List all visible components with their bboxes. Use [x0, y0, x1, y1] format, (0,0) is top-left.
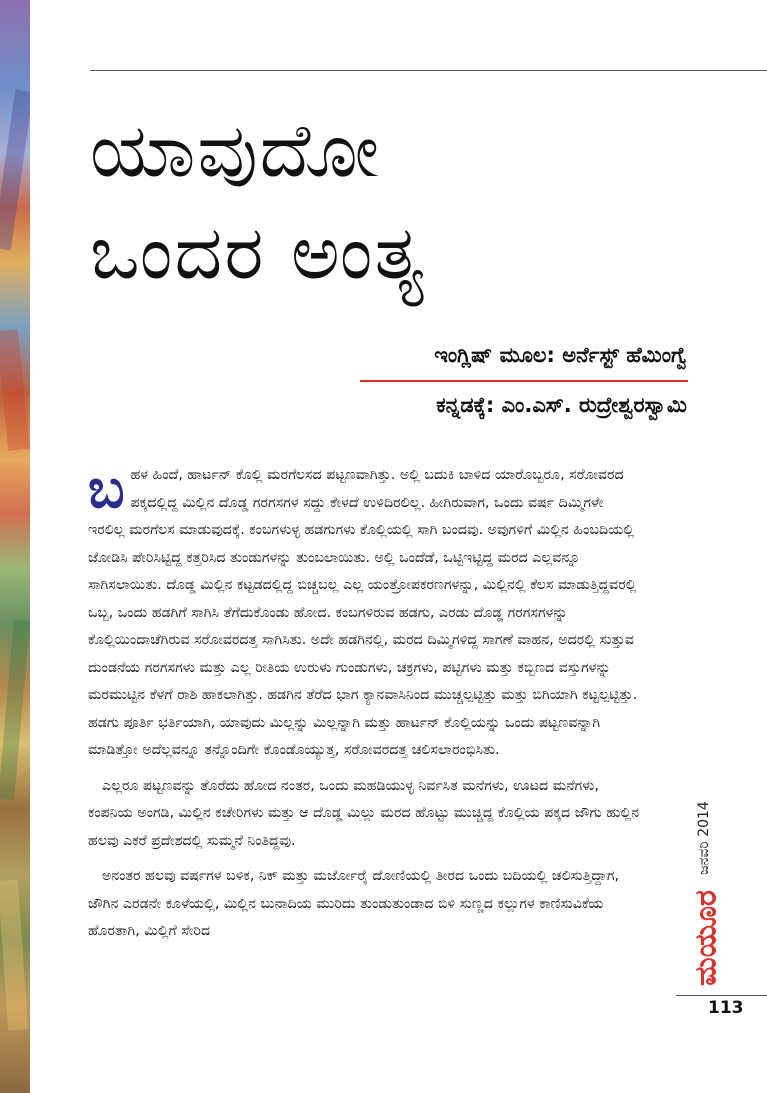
page-number: 113	[708, 998, 744, 1018]
issue-date-text: ಜನವರಿ 2014	[696, 800, 712, 875]
paragraph-1-text: ಹಳ ಹಿಂದೆ, ಹಾರ್ಟನ್ ಕೊಲ್ಲಿ ಮರಗೆಲಸದ ಪಟ್ಟಣವಾಗಿತ್ತು. ಅಲ್ಲಿ ಬದುಕಿ ಬಾಳಿದ ಯಾರೊಬ್ಬರೂ, ಸರೋವರದ ಪಕ್ಕದಲ್ಲಿದ್ದ ಮಿಲ್ಲಿನ ದೊಡ್ಡ ಗರಗಸಗಳ ಸದ್ದು ಕೇಳದೆ ಉಳಿದಿರಲಿಲ್ಲ. ಹೀಗಿರುವಾಗ, ಒಂದು ವರ್ಷ ದಿಮ್ಮಿಗಳೇ ಇರಲಿಲ್ಲ ಮರಗೆಲಸ ಮಾಡುವುದಕ್ಕೆ. ಕಂಬಗಳುಳ್ಳ ಹಡಗುಗಳು ಕೊಲ್ಲಿಯಲ್ಲಿ ಸಾಗಿ ಬಂದವು. ಅವುಗಳಿಗೆ ಮಿಲ್ಲಿನ ಹಿಂಬದಿಯಲ್ಲಿ ಜೋಡಿಸಿ ಪೇರಿಸಿಟ್ಟಿದ್ದ ಕತ್ತರಿಸಿದ ತುಂಡುಗಳನ್ನು ತುಂಬಲಾಯಿತು. ಅಲ್ಲಿ ಒಂದೆಡೆ, ಒಟ್ಟಿಇಟ್ಟಿದ್ದ ಮರದ ಎಲ್ಲವನ್ನೂ ಸಾಗಿಸಲಾಯಿತು. ದೊಡ್ಡ ಮಿಲ್ಲಿನ ಕಟ್ಟಡದಲ್ಲಿದ್ದ ಬಿಚ್ಚಬಲ್ಲ ಎಲ್ಲ ಯಂತ್ರೋಪಕರಣಗಳನ್ನು, ಮಿಲ್ಲಿನಲ್ಲಿ ಕೆಲಸ ಮಾಡುತ್ತಿದ್ದವರಲ್ಲಿ ಒಬ್ಬ, ಒಂದು ಹಡಗಿಗೆ ಸಾಗಿಸಿ ತೆಗೆದುಕೊಂಡು ಹೋದ. ಕಂಬಗಳಿರುವ ಹಡಗು, ಎರಡು ದೊಡ್ಡ ಗರಗಸಗಳನ್ನು ಕೊಲ್ಲಿಯಿಂದಾಚೆಗಿರುವ ಸರೋವರದತ್ತ ಸಾಗಿಸಿತು. ಅದೇ ಹಡಗಿನಲ್ಲಿ, ಮರದ ದಿಮ್ಮಿಗಳಿದ್ದ ಸಾಗಣೆ ವಾಹನ, ಅದರಲ್ಲಿ ಸುತ್ತುವ ದುಂಡನೆಯ ಗರಗಸಗಳು ಮತ್ತು ಎಲ್ಲ ರೀತಿಯ ಉರುಳು ಗುಂಡುಗಳು, ಚಕ್ರಗಳು, ಪಟ್ಟಿಗಳು ಮತ್ತು ಕಬ್ಬಿಣದ ವಸ್ತುಗಳನ್ನು ಮರಮುಟ್ಟಿನ ಕೆಳಗೆ ರಾಶಿ ಹಾಕಲಾಗಿತ್ತು. ಹಡಗಿನ ತೆರೆದ ಭಾಗ ಕ್ಯಾನವಾಸಿನಿಂದ ಮುಚ್ಚಲ್ಪಟ್ಟಿತ್ತು ಮತ್ತು ಬಿಗಿಯಾಗಿ ಕಟ್ಟಲ್ಪಟ್ಟಿತ್ತು. ಹಡಗು ಪೂರ್ತಿ ಭರ್ತಿಯಾಗಿ, ಯಾವುದು ಮಿಲ್ಲನ್ನು ಮಿಲ್ಲನ್ನಾಗಿ ಮತ್ತು ಹಾರ್ಟನ್ ಕೊಲ್ಲಿಯನ್ನು ಒಂದು ಪಟ್ಟಣವನ್ನಾಗಿ ಮಾಡಿತ್ತೋ ಅದೆಲ್ಲವನ್ನೂ ತನ್ನೊಂದಿಗೇ ಕೊಂಡೊಯ್ಯುತ್ತ, ಸರೋವರದತ್ತ ಚಲಿಸಲಾರಂಭಿಸಿತು.	[88, 467, 638, 758]
footer-divider	[676, 995, 767, 996]
article-body	[88, 457, 640, 954]
paragraph-1	[88, 457, 640, 765]
paragraph-2: ಎಲ್ಲರೂ ಪಟ್ಟಣವನ್ನು ತೊರೆದು ಹೋದ ನಂತರ, ಒಂದು ಮಹಡಿಯುಳ್ಳ ನಿರ್ವಸಿತ ಮನೆಗಳು, ಊಟದ ಮನೆಗಳು, ಕಂಪನಿಯ ಅಂಗಡಿ, ಮಿಲ್ಲಿನ ಕಚೇರಿಗಳು ಮತ್ತು ಆ ದೊಡ್ಡ ಮಿಲ್ಲು ಮರದ ಹೊಟ್ಟು ಮುಚ್ಚಿದ್ದ ಕೊಲ್ಲಿಯ ಪಕ್ಕದ ಜೌಗು ಹುಲ್ಲಿನ ಹಲವು ಎಕರೆ ಪ್ರದೇಶದಲ್ಲಿ ಸುಮ್ಮನೆ ನಿಂತಿದ್ದವು.	[88, 777, 640, 849]
credit-divider	[360, 380, 688, 382]
magazine-logo	[686, 890, 726, 985]
magazine-name: ಮಯೂರ	[688, 889, 724, 986]
translator-credit: ಕನ್ನಡಕ್ಕೆ: ಎಂ.ಎಸ್. ರುದ್ರೇಶ್ವರಸ್ವಾಮಿ	[436, 393, 687, 417]
title-line-1: ಯಾವುದೋ	[90, 108, 381, 194]
top-divider	[90, 70, 767, 71]
source-credit: ಇಂಗ್ಲಿಷ್ ಮೂಲ: ಅರ್ನೆಸ್ಟ್ ಹೆಮಿಂಗ್ವೆ	[434, 343, 687, 367]
title-line-2: ಒಂದರ ಅಂತ್ಯ	[90, 210, 426, 296]
issue-date	[688, 790, 720, 885]
story-title	[90, 100, 426, 304]
paragraph-3: ಅನಂತರ ಹಲವು ವರ್ಷಗಳ ಬಳಿಕ, ನಿಕ್ ಮತ್ತು ಮರ್ಜೋರೈ ದೋಣಿಯಲ್ಲಿ ತೀರದ ಒಂದು ಬದಿಯಲ್ಲಿ ಚಲಿಸುತ್ತಿದ್ದಾಗ, ಜೌಗಿನ ಎರಡನೇ ಕೂಳೆಯಲ್ಲಿ, ಮಿಲ್ಲಿನ ಬುನಾದಿಯ ಮುರಿದು ತುಂಡುತುಂಡಾದ ಬಿಳಿ ಸುಣ್ಣದ ಕಲ್ಲುಗಳ ಕಾಣಿಸುವಿಕೆಯ ಹೊರತಾಗಿ, ಮಿಲ್ಲಿಗೆ ಸೇರಿದ	[88, 868, 620, 939]
drop-cap: ಬ	[88, 457, 125, 520]
illustration-strip	[0, 0, 30, 1093]
